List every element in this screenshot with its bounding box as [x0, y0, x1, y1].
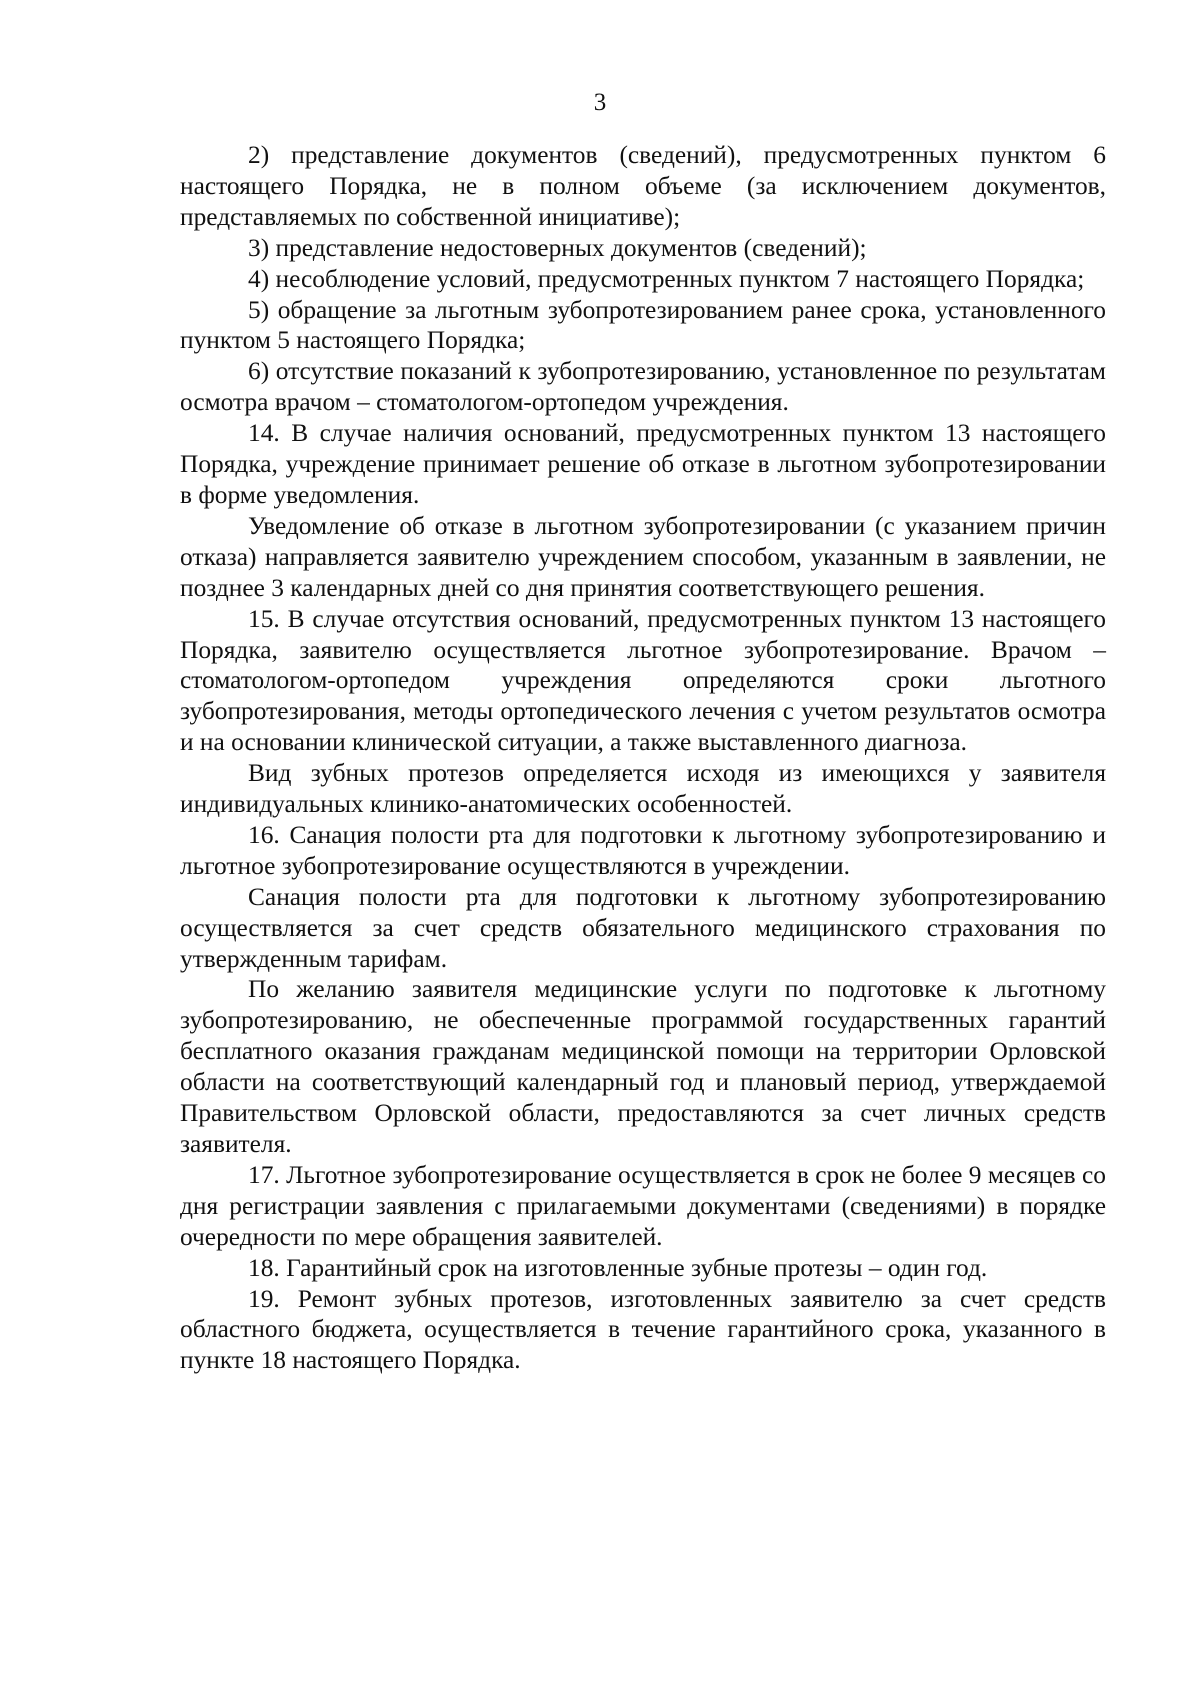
paragraph-paid-services: По желанию заявителя медицинские услуги по подготовке к льготному зубопротезированию, не обеспеченные программой государственных гарантий бесплатного оказания гражданам медицинской помощи на территории Орловской области на соответствующий календарный год и плановый период, утверждаемой Правительством Орловской области, предоставляются за счет личных средств заявителя.: [180, 975, 1106, 1158]
paragraph-clause-17: 17. Льготное зубопротезирование осуществляется в срок не более 9 месяцев со дня регистрации заявления с прилагаемыми документами (сведениями) в порядке очередности по мере обращения заявителей.: [180, 1160, 1106, 1251]
paragraph-clause-19: 19. Ремонт зубных протезов, изготовленных заявителю за счет средств областного бюджета, осуществляется в течение гарантийного срока, указанного в пункте 18 настоящего Порядка.: [180, 1284, 1106, 1375]
paragraph-item-2: 2) представление документов (сведений), предусмотренных пунктом 6 настоящего Порядка, не в полном объеме (за исключением документов, представляемых по собственной инициативе);: [180, 141, 1106, 231]
page-number: 3: [593, 89, 607, 116]
document-body: [180, 140, 1106, 1376]
paragraph-clause-14: 14. В случае наличия оснований, предусмотренных пунктом 13 настоящего Порядка, учреждение принимает решение об отказе в льготном зубопротезировании в форме уведомления.: [180, 419, 1106, 509]
paragraph-sanitation-funding: Санация полости рта для подготовки к льготному зубопротезированию осуществляется за счет средств обязательного медицинского страхования по утвержденным тарифам.: [180, 882, 1106, 973]
paragraph-item-4: 4) несоблюдение условий, предусмотренных пунктом 7 настоящего Порядка;: [248, 264, 1085, 293]
paragraph-prosthesis-type: Вид зубных протезов определяется исходя из имеющихся у заявителя индивидуальных клинико-анатомических особенностей.: [180, 759, 1106, 819]
paragraph-clause-16: 16. Санация полости рта для подготовки к льготному зубопротезированию и льготное зубопротезирование осуществляются в учреждении.: [180, 820, 1106, 880]
paragraph-item-5: 5) обращение за льготным зубопротезированием ранее срока, установленного пунктом 5 настоящего Порядка;: [180, 295, 1106, 355]
paragraph-clause-15: 15. В случае отсутствия оснований, предусмотренных пунктом 13 настоящего Порядка, заявителю осуществляется льготное зубопротезирование. Врачом – стоматологом-ортопедом учреждения определяются сроки льготного зубопротезирования, методы ортопедического лечения с учетом результатов осмотра и на основании клинической ситуации, а также выставленного диагноза.: [180, 604, 1106, 757]
paragraph-item-6: 6) отсутствие показаний к зубопротезированию, установленное по результатам осмотра врачом – стоматологом-ортопедом учреждения.: [180, 357, 1106, 417]
paragraph-clause-18: 18. Гарантийный срок на изготовленные зубные протезы – один год.: [248, 1253, 988, 1282]
paragraph-refusal-notice: Уведомление об отказе в льготном зубопротезировании (с указанием причин отказа) направляется заявителю учреждением способом, указанным в заявлении, не позднее 3 календарных дней со дня принятия соответствующего решения.: [180, 511, 1106, 602]
paragraph-item-3: 3) представление недостоверных документов (сведений);: [248, 233, 867, 262]
